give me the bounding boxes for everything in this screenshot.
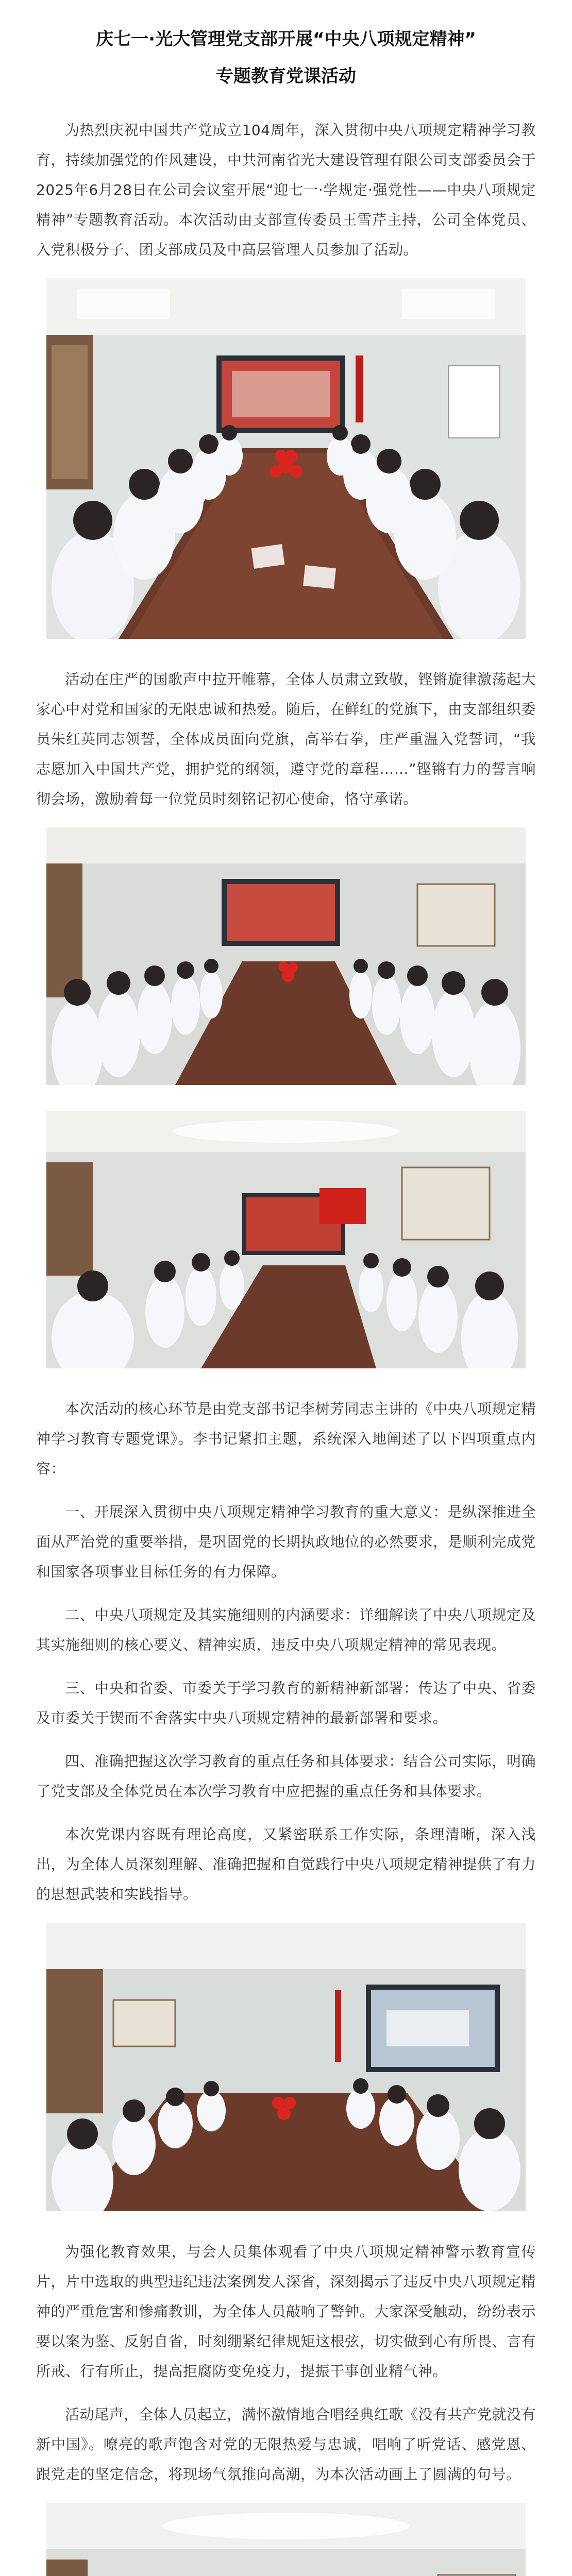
paragraph-point-1: 一、开展深入贯彻中央八项规定精神学习教育的重大意义：是纵深推进全面从严治党的重要举措，是巩固党的长期执政地位的必然要求，是顺利完成党和国家各项事业目标任务的有力保障。 [36, 1503, 536, 1580]
paragraph-point-4: 四、准确把握这次学习教育的重点任务和具体要求：结合公司实际，明确了党支部及全体党员在本次学习教育中应把握的重点任务和具体要求。 [36, 1753, 536, 1800]
video-viewing-photo [46, 1923, 526, 2211]
article-title-line2: 专题教育党课活动 [216, 66, 356, 87]
oath-photo [46, 827, 526, 1085]
meeting-photo-4 [46, 1923, 526, 2211]
flag-oath-photo [46, 1111, 526, 1368]
paragraph-lecture-summary: 本次党课内容既有理论高度，又紧密联系工作实际，条理清晰，深入浅出，为全体人员深刻理解、准确把握和自觉践行中央八项规定精神提供了有力的思想武装和实践指导。 [36, 1826, 536, 1903]
article-title-line1: 庆七一·光大管理党支部开展“中央八项规定精神” [96, 29, 476, 49]
paragraph-warning-video: 为强化教育效果，与会人员集体观看了中央八项规定精神警示教育宣传片，片中选取的典型违纪违法案例发人深省，深刻揭示了违反中央八项规定精神的严重危害和惨痛教训，为全体人员敲响了警钟。大家深受触动，纷纷表示要以案为鉴、反躬自省，时刻绷紧纪律规矩这根弦，切实做到心有所畏、言有所戒、行有所止，提高拒腐防变免疫力，提振干事创业精气神。 [36, 2243, 536, 2380]
paragraph-lecture-intro: 本次活动的核心环节是由党支部书记李树芳同志主讲的《中央八项规定精神学习教育专题党课》。李书记紧扣主题，系统深入地阐述了以下四项重点内容： [36, 1400, 536, 1477]
paragraph-point-3: 三、中央和省委、市委关于学习教育的新精神新部署：传达了中央、省委及市委关于锲而不舍落实中央八项规定精神的最新部署和要求。 [36, 1680, 536, 1726]
meeting-room-photo [46, 278, 526, 639]
meeting-photo-3 [46, 1111, 526, 1368]
paragraph-ceremony: 活动在庄严的国歌声中拉开帷幕，全体人员肃立致敬，铿锵旋律激荡起大家心中对党和国家的无限忠诚和热爱。随后，在鲜红的党旗下，由支部组织委员朱红英同志领誓，全体成员面向党旗，高举右拳，庄严重温入党誓词，“我志愿加入中国共产党，拥护党的纲领，遵守党的章程……”铿锵有力的誓言响彻会场，激励着每一位党员时刻铭记初心使命，恪守承诺。 [36, 671, 536, 807]
meeting-photo-5 [46, 2503, 526, 2576]
paragraph-intro: 为热烈庆祝中国共产党成立104周年，深入贯彻中央八项规定精神学习教育，持续加强党的作风建设，中共河南省光大建设管理有限公司支部委员会于2025年6月28日在公司会议室开展“迎七一·学规定·强党性——中央八项规定精神”专题教育活动。本次活动由支部宣传委员王雪芹主持，公司全体党员、入党积极分子、团支部成员及中高层管理人员参加了活动。 [36, 122, 536, 258]
paragraph-point-2: 二、中央八项规定及其实施细则的内涵要求：详细解读了中央八项规定及其实施细则的核心要义、精神实质，违反中央八项规定精神的常见表现。 [36, 1606, 536, 1653]
meeting-photo-1 [46, 278, 526, 639]
meeting-photo-2 [46, 827, 526, 1085]
paragraph-red-song: 活动尾声，全体人员起立，满怀激情地合唱经典红歌《没有共产党就没有新中国》。嘹亮的歌声饱含对党的无限热爱与忠诚，唱响了听党话、感党恩、跟党走的坚定信念，将现场气氛推向高潮，为本次活动画上了圆满的句号。 [36, 2406, 536, 2483]
singing-photo [46, 2503, 526, 2576]
